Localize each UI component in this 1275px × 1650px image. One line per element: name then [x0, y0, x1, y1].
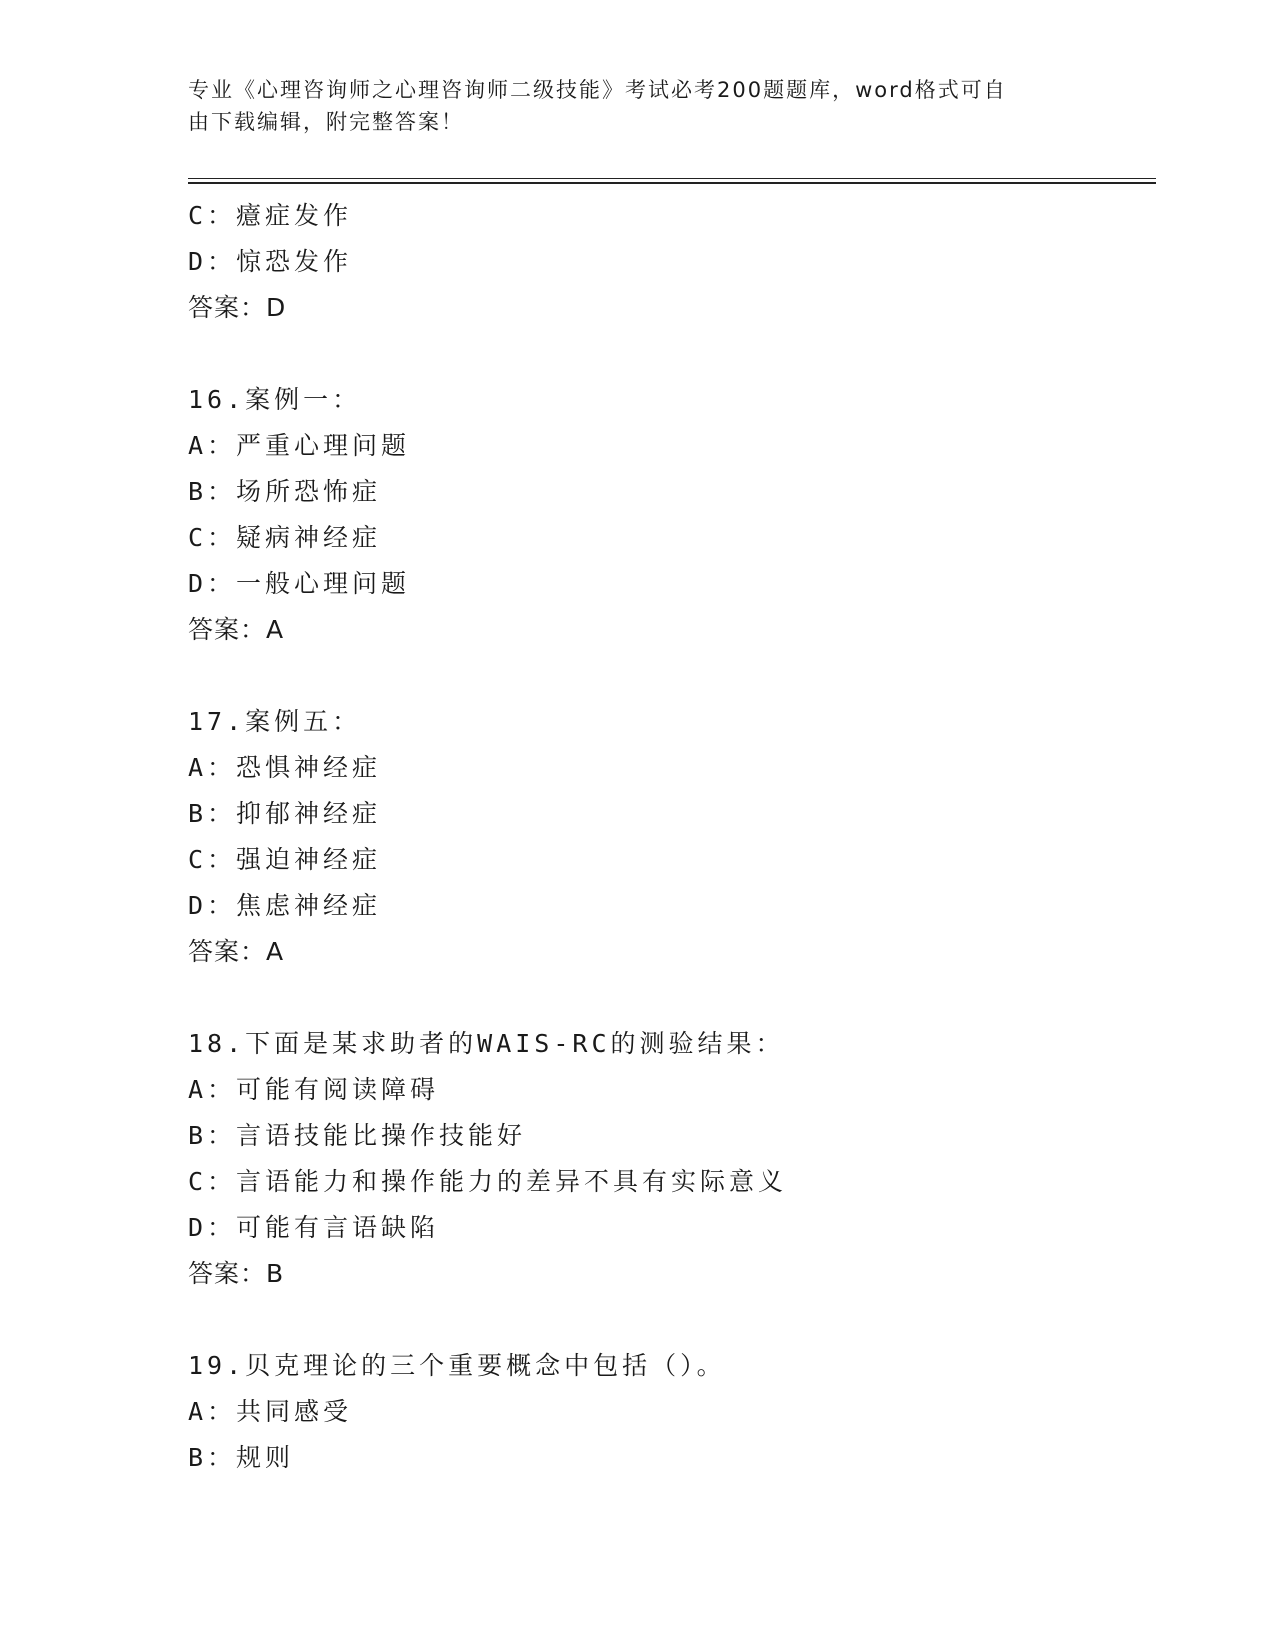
header-line-2: 由下载编辑，附完整答案！ — [188, 110, 464, 134]
spacer — [188, 1297, 1148, 1343]
answer-line: 答案：A — [188, 937, 285, 966]
answer-line: 答案：A — [188, 615, 285, 644]
option-c: C：言语能力和操作能力的差异不具有实际意义 — [188, 1167, 788, 1196]
question-15-continued — [188, 193, 1148, 331]
answer-line: 答案：B — [188, 1259, 285, 1288]
spacer — [188, 653, 1148, 699]
document-header — [188, 74, 1088, 138]
option-a: A：恐惧神经症 — [188, 753, 382, 782]
option-c: C：强迫神经症 — [188, 845, 382, 874]
question-stem: 16.案例一： — [188, 385, 362, 414]
option-d: D：一般心理问题 — [188, 569, 411, 598]
option-d: D：可能有言语缺陷 — [188, 1213, 440, 1242]
question-17 — [188, 699, 1148, 975]
spacer — [188, 975, 1148, 1021]
option-b: B：抑郁神经症 — [188, 799, 382, 828]
question-stem: 19.贝克理论的三个重要概念中包括（）。 — [188, 1351, 726, 1380]
option-c: C：疑病神经症 — [188, 523, 382, 552]
option-b: B：场所恐怖症 — [188, 477, 382, 506]
option-a: A：严重心理问题 — [188, 431, 411, 460]
option-d: D：焦虑神经症 — [188, 891, 382, 920]
question-list — [188, 193, 1148, 1481]
option-a: A：共同感受 — [188, 1397, 353, 1426]
option-c: C：癔症发作 — [188, 201, 353, 230]
answer-line: 答案：D — [188, 293, 287, 322]
question-16 — [188, 377, 1148, 653]
header-divider-thick — [188, 182, 1156, 184]
option-a: A：可能有阅读障碍 — [188, 1075, 440, 1104]
question-18 — [188, 1021, 1148, 1297]
spacer — [188, 331, 1148, 377]
option-d: D：惊恐发作 — [188, 247, 353, 276]
option-b: B：言语技能比操作技能好 — [188, 1121, 527, 1150]
header-divider-thin — [188, 178, 1156, 179]
question-stem: 18.下面是某求助者的WAIS-RC的测验结果： — [188, 1029, 785, 1058]
header-line-1: 专业《心理咨询师之心理咨询师二级技能》考试必考200题题库，word格式可自 — [188, 78, 1007, 102]
question-stem: 17.案例五： — [188, 707, 362, 736]
option-b: B：规则 — [188, 1443, 295, 1472]
question-19 — [188, 1343, 1148, 1481]
